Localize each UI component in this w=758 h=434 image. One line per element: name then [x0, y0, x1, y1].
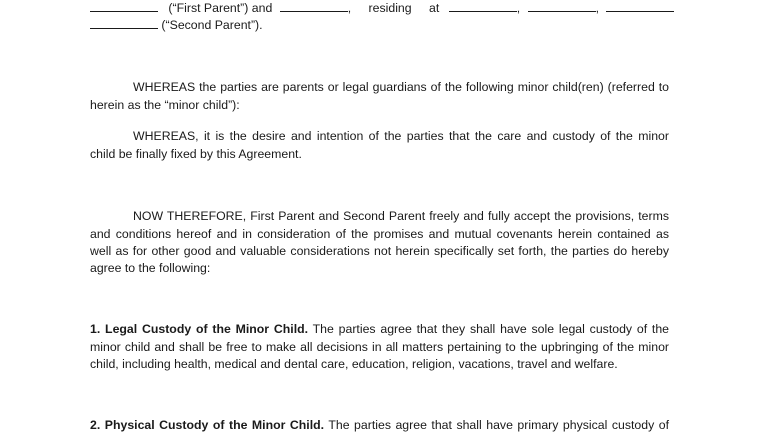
now-therefore-line-3: well as for other good and valuable considerations not herein specifically set forth, the parties do hereby — [90, 244, 669, 258]
second-parent-name-blank[interactable] — [280, 0, 348, 12]
address-blank-1[interactable] — [449, 0, 517, 12]
whereas-1-line-2: herein as the “minor child”): — [90, 98, 240, 112]
address-comma-2: , — [595, 1, 599, 15]
section-2-heading: 2. Physical Custody of the Minor Child. — [90, 418, 325, 432]
now-therefore-line-2: and conditions hereof and in consideration of the promises and mutual covenants herein contained as — [90, 227, 669, 241]
section-1-line-1-text: The parties agree that they shall have sole legal custody of the — [312, 322, 670, 336]
section-1-line-1 — [90, 320, 669, 338]
section-1-line-3: child, including health, medical and dental care, education, religion, vacations, travel and welfare. — [90, 357, 618, 371]
whereas-2-line-1: WHEREAS, it is the desire and intention of the parties that the care and custody of the minor — [133, 129, 669, 143]
address-blank-4[interactable] — [90, 16, 158, 29]
parties-intro-line-2 — [90, 16, 669, 34]
first-parent-label: (“First Parent”) and — [168, 1, 273, 15]
section-2-line-1-text: The parties agree that shall have primary physical custody of — [328, 418, 669, 432]
first-parent-name-blank[interactable] — [90, 0, 158, 12]
address-blank-2[interactable] — [528, 0, 596, 12]
whereas-1-line-1: WHEREAS the parties are parents or legal guardians of the following minor child(ren) (referred to — [133, 80, 669, 94]
address-blank-3[interactable] — [606, 0, 674, 12]
whereas-2-line-2: child be finally fixed by this Agreement. — [90, 147, 302, 161]
residing-label: , residing at — [347, 1, 440, 15]
second-parent-label: (“Second Parent”). — [161, 18, 263, 32]
section-2-line-1 — [90, 416, 669, 434]
now-therefore-line-1: NOW THEREFORE, First Parent and Second Parent freely and fully accept the provisions, terms — [133, 209, 669, 223]
address-comma-1: , — [516, 1, 521, 15]
now-therefore-line-4: agree to the following: — [90, 261, 211, 275]
section-1-heading: 1. Legal Custody of the Minor Child. — [90, 322, 309, 336]
parties-intro-line-1 — [90, 0, 669, 17]
section-1-line-2: minor child and shall be free to make all decisions in all matters pertaining to the upbringing of the minor — [90, 340, 669, 354]
